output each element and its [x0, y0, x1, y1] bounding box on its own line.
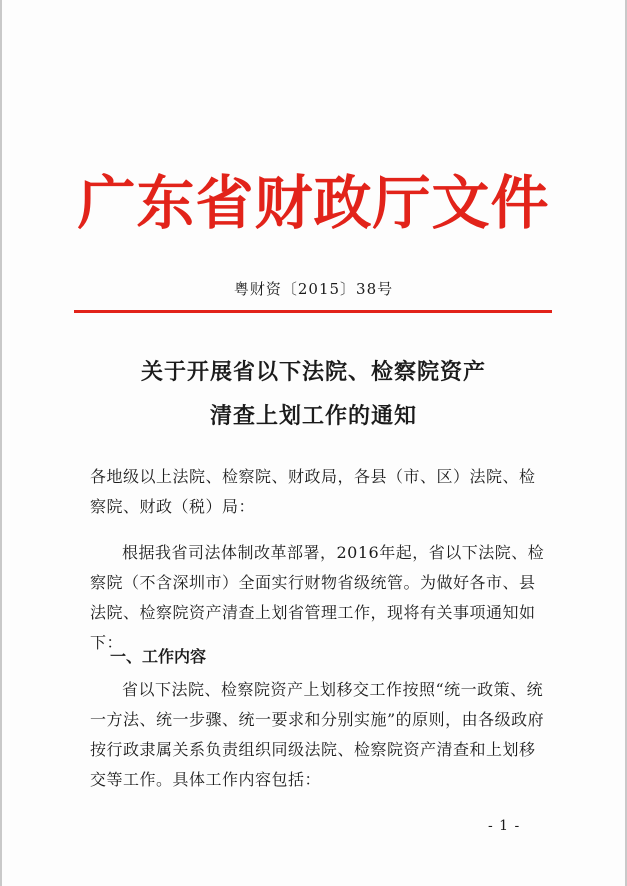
red-separator-line	[74, 310, 552, 313]
issuer-header: 广东省财政厅文件	[77, 169, 550, 237]
paragraph-2: 省以下法院、检察院资产上划移交工作按照“统一政策、统一方法、统一步骤、统一要求和分别实施”的原则，由各级政府按行政隶属关系负责组织同级法院、检察院资产清查和上划移交等工作。具体工作内容包括：	[90, 680, 545, 789]
document-title-line-1: 关于开展省以下法院、检察院资产	[140, 360, 486, 385]
page-number: - 1 -	[488, 818, 521, 834]
addressee: 各地级以上法院、检察院、财政局，各县（市、区）法院、检察院、财政（税）局：	[90, 467, 536, 516]
scan-edge-left	[0, 0, 2, 886]
document-number: 粤财资〔2015〕38号	[233, 280, 394, 298]
document-title-line-2: 清查上划工作的通知	[209, 404, 417, 429]
section-heading-1: 一、工作内容	[110, 647, 207, 666]
paragraph-1: 根据我省司法体制改革部署，2016年起，省以下法院、检察院（不含深圳市）全面实行财物省级统管。为做好各市、县法院、检察院资产清查上划省管理工作，现将有关事项通知如下：	[90, 543, 545, 652]
